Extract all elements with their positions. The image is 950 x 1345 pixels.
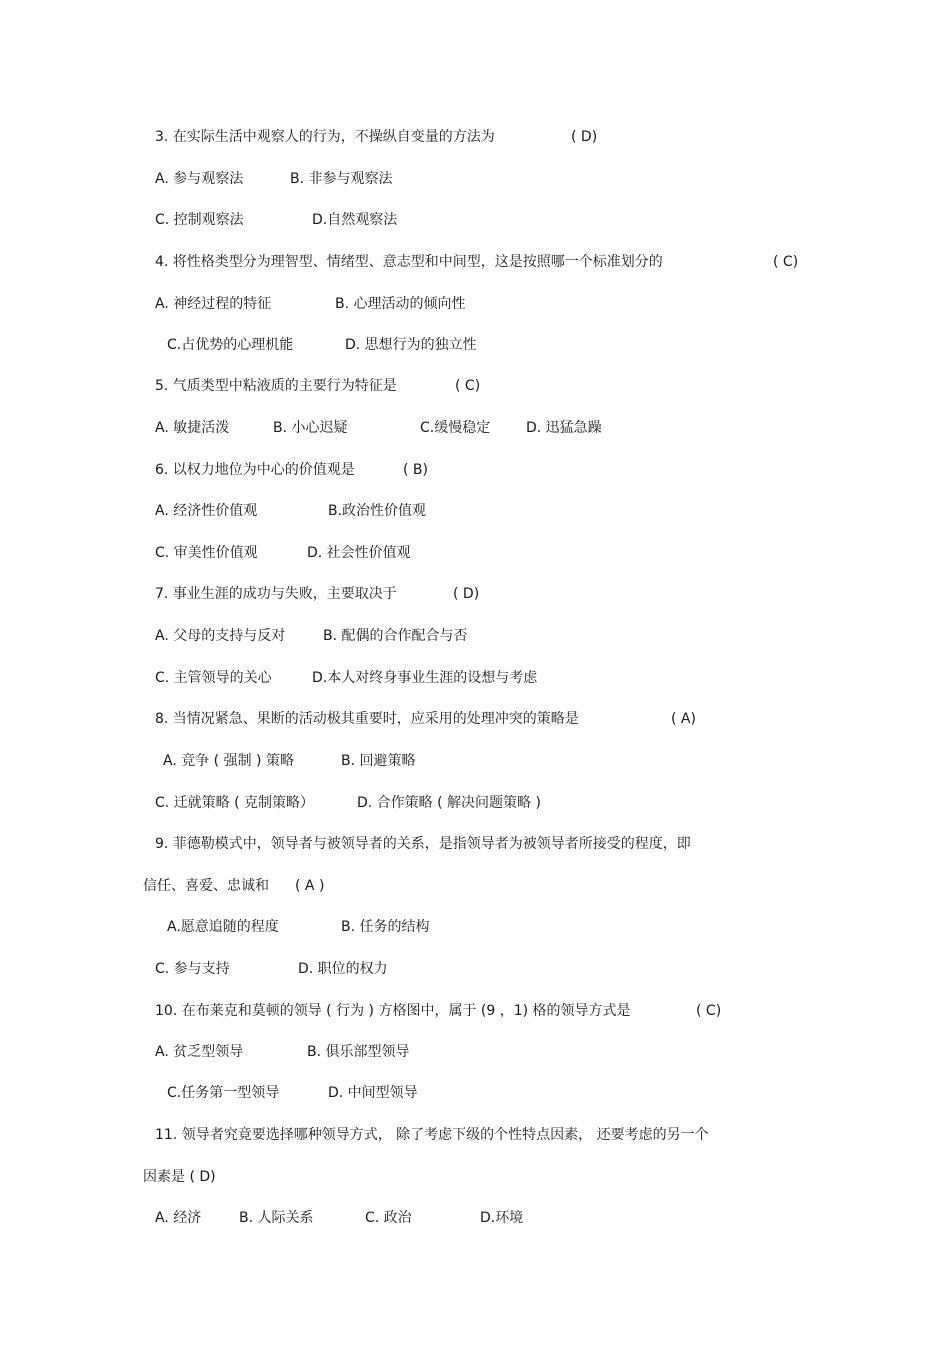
q4-question: 4. 将性格类型分为理智型、情绪型、意志型和中间型，这是按照哪一个标准划分的 bbox=[155, 254, 663, 270]
q3-option-d: D.自然观察法 bbox=[312, 212, 398, 228]
q7-answer: ( D) bbox=[453, 586, 480, 602]
q6-option-d: D. 社会性价值观 bbox=[307, 545, 411, 561]
q3-answer: ( D) bbox=[571, 129, 598, 145]
q9-option-b: B. 任务的结构 bbox=[341, 919, 430, 935]
q5-option-d: D. 迅猛急躁 bbox=[526, 420, 602, 436]
q9-question: 9. 菲德勒模式中，领导者与被领导者的关系，是指领导者为被领导者所接受的程度，即 bbox=[155, 836, 691, 852]
q10-option-d: D. 中间型领导 bbox=[328, 1085, 418, 1101]
q11-option-c: C. 政治 bbox=[365, 1210, 412, 1226]
q7-option-a: A. 父母的支持与反对 bbox=[155, 628, 286, 644]
q8-option-c: C. 迁就策略 ( 克制策略） bbox=[155, 795, 315, 811]
q10-option-c: C.任务第一型领导 bbox=[167, 1085, 280, 1101]
q5-question: 5. 气质类型中粘液质的主要行为特征是 bbox=[155, 378, 397, 394]
q4-option-d: D. 思想行为的独立性 bbox=[345, 337, 477, 353]
q9-option-d: D. 职位的权力 bbox=[298, 961, 388, 977]
q8-answer: ( A) bbox=[671, 711, 696, 727]
q11-option-d: D.环境 bbox=[480, 1210, 524, 1226]
q9-option-a: A.愿意追随的程度 bbox=[167, 919, 279, 935]
q9-option-c: C. 参与支持 bbox=[155, 961, 230, 977]
q10-answer: ( C) bbox=[696, 1003, 722, 1019]
q4-option-b: B. 心理活动的倾向性 bbox=[335, 296, 466, 312]
q7-option-d: D.本人对终身事业生涯的设想与考虑 bbox=[312, 670, 538, 686]
q5-answer: ( C) bbox=[455, 378, 481, 394]
q10-question: 10. 在布莱克和莫顿的领导 ( 行为 ) 方格图中，属于 (9 ，1) 格的领导方式是 bbox=[155, 1003, 631, 1019]
q7-option-c: C. 主管领导的关心 bbox=[155, 670, 272, 686]
q10-option-b: B. 俱乐部型领导 bbox=[307, 1044, 410, 1060]
q7-question: 7. 事业生涯的成功与失败，主要取决于 bbox=[155, 586, 397, 602]
q8-option-a: A. 竞争 ( 强制 ) 策略 bbox=[163, 753, 294, 769]
q11-question-continued: 因素是 ( D) bbox=[143, 1169, 216, 1185]
q11-option-b: B. 人际关系 bbox=[239, 1210, 314, 1226]
q9-answer: ( A ) bbox=[295, 878, 325, 894]
q6-option-a: A. 经济性价值观 bbox=[155, 503, 258, 519]
q3-option-c: C. 控制观察法 bbox=[155, 212, 244, 228]
q6-option-b: B.政治性价值观 bbox=[328, 503, 427, 519]
q4-option-a: A. 神经过程的特征 bbox=[155, 296, 272, 312]
q7-option-b: B. 配偶的合作配合与否 bbox=[323, 628, 468, 644]
q6-question: 6. 以权力地位为中心的价值观是 bbox=[155, 462, 355, 478]
q3-option-b: B. 非参与观察法 bbox=[290, 171, 393, 187]
q8-option-d: D. 合作策略 ( 解决问题策略 ) bbox=[357, 795, 541, 811]
q8-option-b: B. 回避策略 bbox=[341, 753, 416, 769]
q11-option-a: A. 经济 bbox=[155, 1210, 202, 1226]
q5-option-b: B. 小心迟疑 bbox=[273, 420, 348, 436]
q4-answer: ( C) bbox=[773, 254, 799, 270]
q5-option-c: C.缓慢稳定 bbox=[420, 420, 491, 436]
q11-question: 11. 领导者究竟要选择哪种领导方式， 除了考虑下级的个性特点因素， 还要考虑的另一个 bbox=[155, 1127, 709, 1143]
q6-answer: ( B) bbox=[403, 462, 428, 478]
q6-option-c: C. 审美性价值观 bbox=[155, 545, 258, 561]
q9-question-continued: 信任、喜爱、忠诚和 bbox=[143, 878, 269, 894]
q8-question: 8. 当情况紧急、果断的活动极其重要时，应采用的处理冲突的策略是 bbox=[155, 711, 579, 727]
q3-option-a: A. 参与观察法 bbox=[155, 171, 244, 187]
q5-option-a: A. 敏捷活泼 bbox=[155, 420, 230, 436]
q4-option-c: C.占优势的心理机能 bbox=[167, 337, 294, 353]
q10-option-a: A. 贫乏型领导 bbox=[155, 1044, 244, 1060]
q3-question: 3. 在实际生活中观察人的行为，不操纵自变量的方法为 bbox=[155, 129, 495, 145]
